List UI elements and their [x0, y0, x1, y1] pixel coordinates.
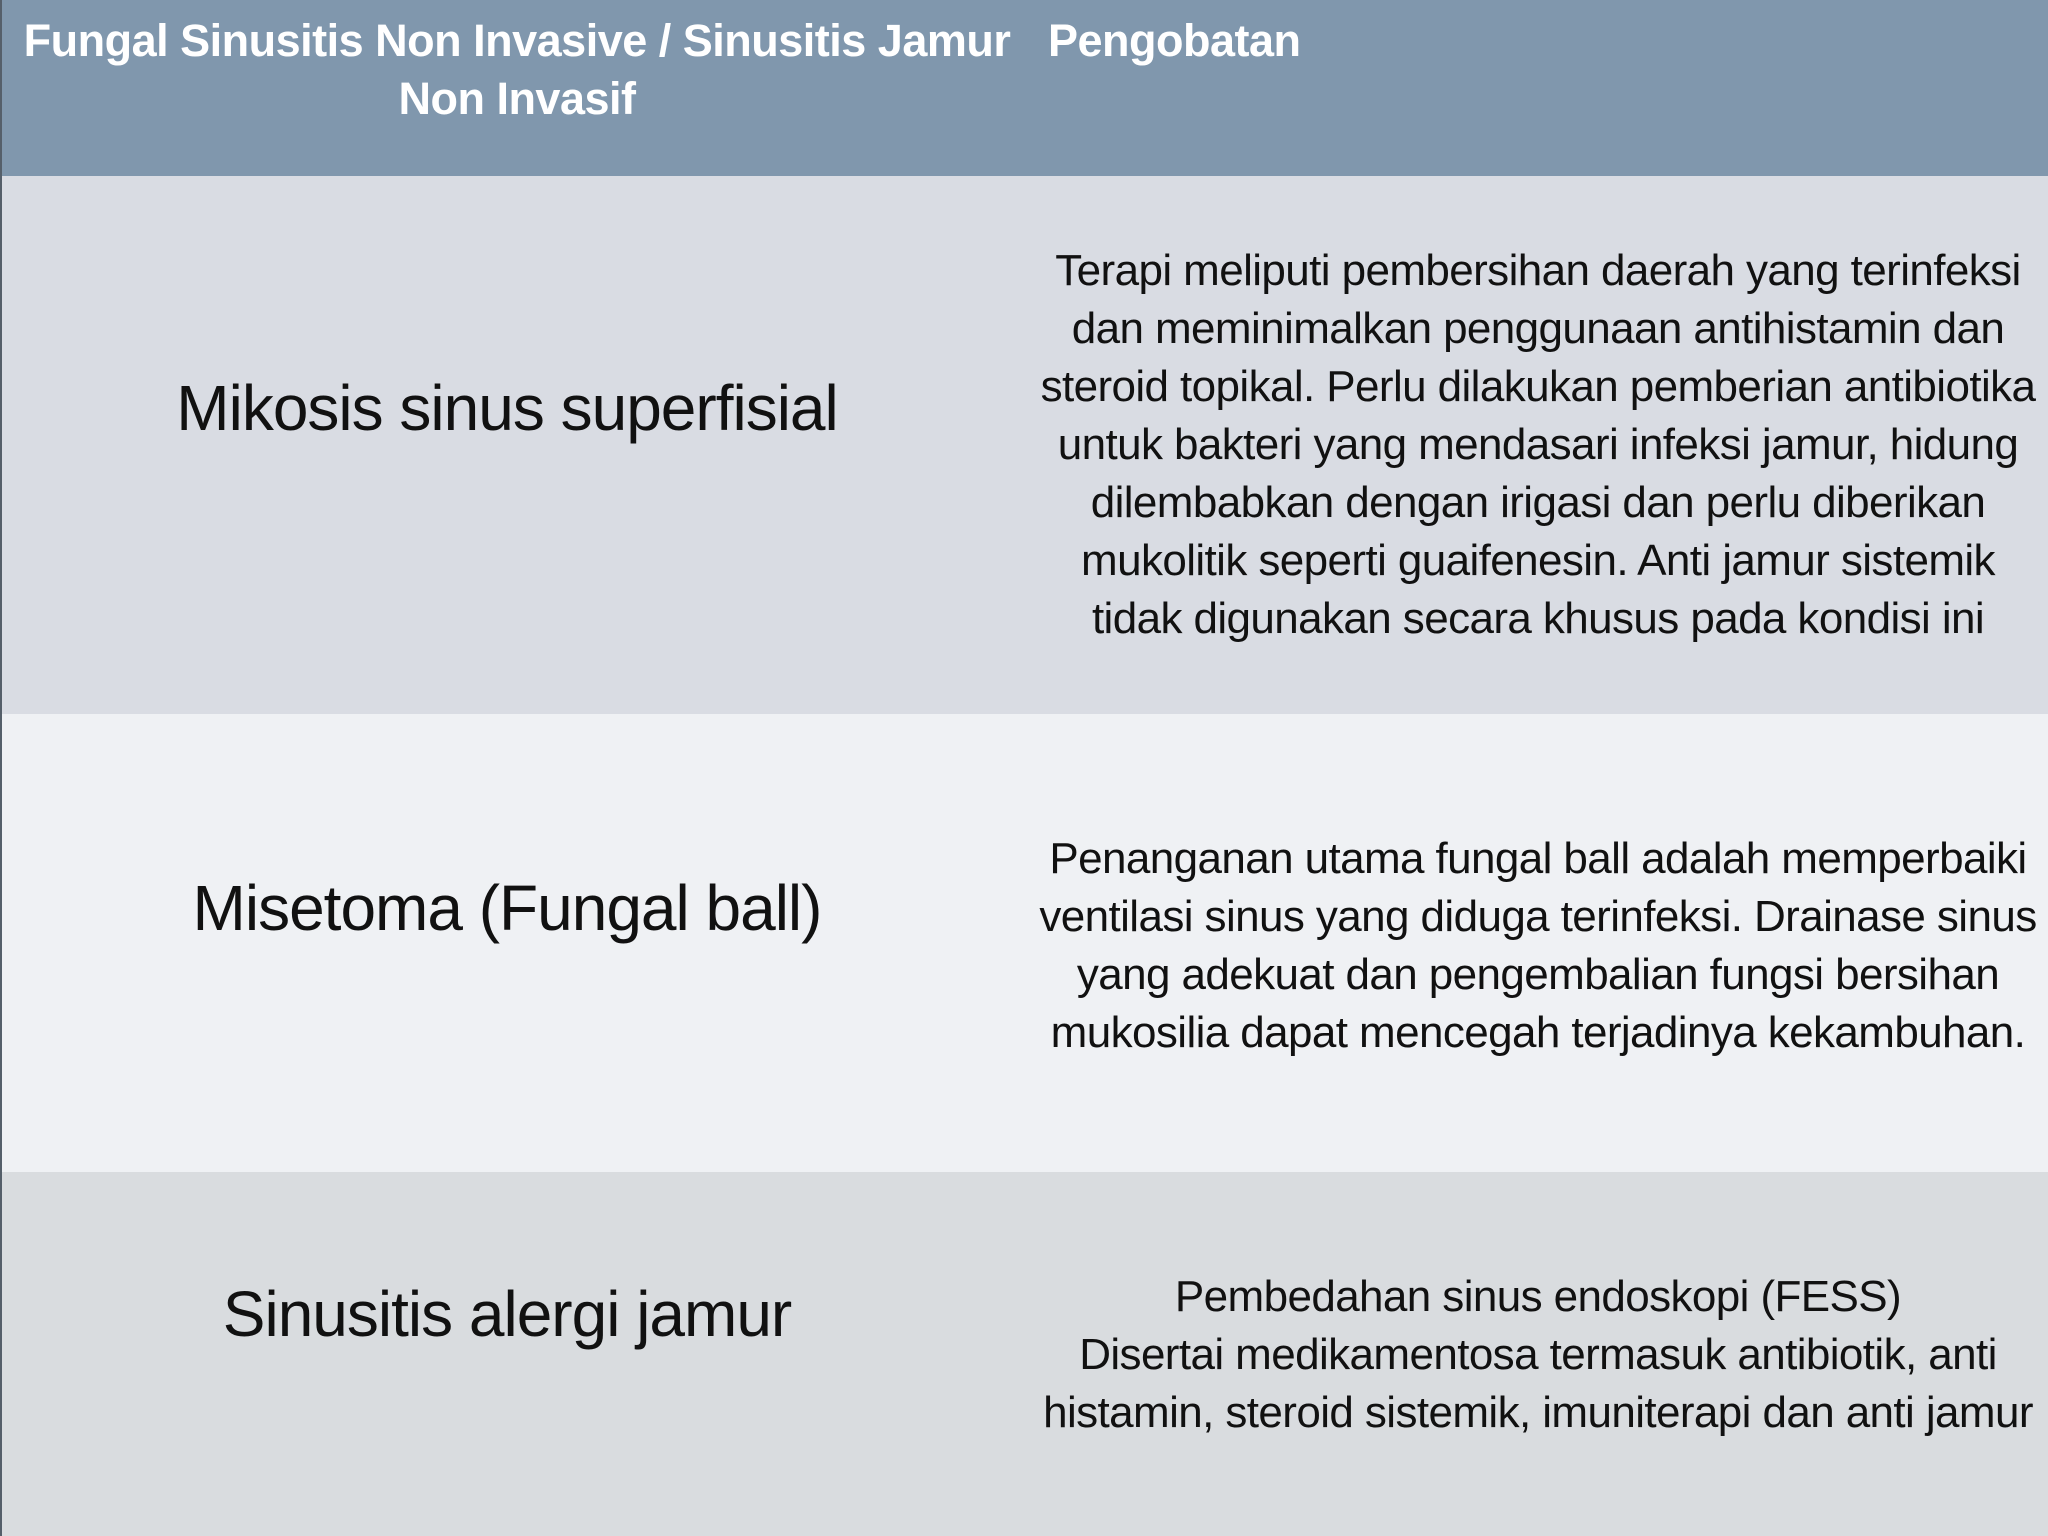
table-row: [0, 176, 2048, 714]
header-condition: [22, 12, 1012, 128]
table-row: [0, 714, 2048, 1172]
condition-cell: Mikosis sinus superfisial: [176, 372, 838, 444]
treatment-cell: Terapi meliputi pembersihan daerah yang terinfeksi dan meminimalkan penggunaan antihistamin dan steroid topikal. Perlu dilakukan pemberian antibiotika untuk bakteri yang mendasari infeksi jamur, hidung dilembabkan dengan irigasi dan perlu diberikan mukolitik seperti guaifenesin. Anti jamur sistemik tidak digunakan secara khusus pada kondisi ini: [1040, 246, 2036, 643]
condition-cell: Misetoma (Fungal ball): [192, 872, 822, 944]
table-header: [0, 0, 2048, 176]
condition-cell: Sinusitis alergi jamur: [222, 1278, 792, 1350]
header-treatment: Pengobatan: [1048, 15, 1301, 66]
treatment-cell: Penanganan utama fungal ball adalah memperbaiki ventilasi sinus yang diduga terinfeksi. Drainase sinus yang adekuat dan pengembalian fungsi bersihan mukosilia dapat mencegah terjadinya kekambuhan.: [1039, 834, 2037, 1057]
header-condition-line1: Fungal Sinusitis Non Invasive / Sinusitis Jamur: [23, 15, 1011, 66]
table-row: [0, 1172, 2048, 1536]
treatment-cell: Pembedahan sinus endoskopi (FESS) Disertai medikamentosa termasuk antibiotik, anti histamin, steroid sistemik, imuniterapi dan anti jamur: [1043, 1272, 2033, 1437]
header-condition-line2: Non Invasif: [398, 73, 636, 124]
